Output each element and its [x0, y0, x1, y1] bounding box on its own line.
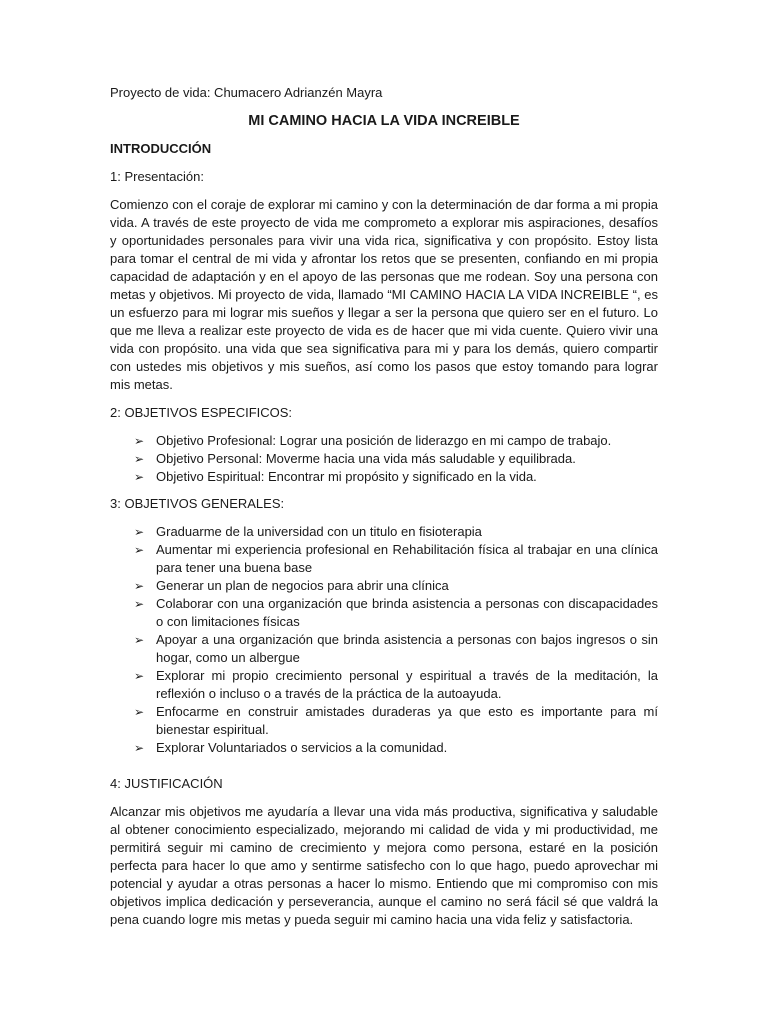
list-item: ➢ Objetivo Espiritual: Encontrar mi propósito y significado en la vida.: [134, 469, 537, 484]
document-title: MI CAMINO HACIA LA VIDA INCREIBLE: [248, 113, 520, 129]
arrow-bullet-icon: ➢: [134, 470, 145, 484]
intro-heading: INTRODUCCIÓN: [110, 141, 212, 156]
section-1-paragraph: Comienzo con el coraje de explorar mi camino y con la determinación de dar forma a mi propia vida. A través de este proyecto de vida me comprometo a explorar mis aspiraciones, desafíos y oportunidades personales para vivir una vida rica, significativa y con propósito. Estoy lista para tomar el central de mi vida y afrontar los retos que se presenten, confiando en mi propia capacidad de adaptación y en el apoyo de las personas que me rodean. Soy una persona con metas y objetivos. Mi proyecto de vida, llamado “MI CAMINO HACIA LA VIDA INCREIBLE “, es un esfuerzo para mi lograr mis sueños y llegar a ser la persona que quiero ser en el futuro. Lo que me lleva a realizar este proyecto de vida es de hacer que mi vida cuente. Quiero vivir una vida con propósito. una vida que sea significativa para mi y para los demás, quiero compartir con ustedes mis objetivos y mis sueños, así como los pasos que estoy tomando para lograr mis metas.: [110, 197, 658, 392]
section-1-heading: 1: Presentación:: [110, 169, 204, 184]
arrow-bullet-icon: ➢: [134, 525, 145, 539]
list-item: ➢ Aumentar mi experiencia profesional en Rehabilitación física al trabajar en una clínica para tener una buena base: [134, 542, 658, 575]
document-header: Proyecto de vida: Chumacero Adrianzén Mayra: [110, 85, 383, 100]
general-objectives-list: [110, 523, 658, 757]
arrow-bullet-icon: ➢: [134, 452, 145, 466]
list-item: ➢ Objetivo Personal: Moverme hacia una vida más saludable y equilibrada.: [134, 451, 576, 466]
document-page: [110, 84, 658, 939]
list-item: ➢ Colaborar con una organización que brinda asistencia a personas con discapacidades o con limitaciones físicas: [134, 596, 658, 629]
arrow-bullet-icon: ➢: [134, 741, 145, 755]
arrow-bullet-icon: ➢: [134, 597, 145, 611]
list-item: ➢ Objetivo Profesional: Lograr una posición de liderazgo en mi campo de trabajo.: [134, 433, 612, 448]
list-item: ➢ Explorar mi propio crecimiento personal y espiritual a través de la meditación, la reflexión o incluso o a través de la práctica de la autoayuda.: [134, 668, 658, 701]
specific-objectives-list: [110, 432, 658, 486]
arrow-bullet-icon: ➢: [134, 434, 145, 448]
arrow-bullet-icon: ➢: [134, 633, 145, 647]
section-4-heading: 4: JUSTIFICACIÓN: [110, 776, 223, 791]
list-item: ➢ Enfocarme en construir amistades duraderas ya que esto es importante para mí bienestar espiritual.: [134, 704, 658, 737]
section-2-heading: 2: OBJETIVOS ESPECIFICOS:: [110, 405, 293, 420]
arrow-bullet-icon: ➢: [134, 579, 145, 593]
section-4-paragraph: Alcanzar mis objetivos me ayudaría a llevar una vida más productiva, significativa y saludable al obtener conocimiento especializado, mejorando mi calidad de vida y mi productividad, me permitirá seguir mi camino de crecimiento y mejora como persona, estaré en la posición perfecta para hacer lo que amo y sentirme satisfecho con lo que hago, puedo aprovechar mi potencial y ayudar a otras personas a hacer lo mismo. Entiendo que mi compromiso con mis objetivos implica dedicación y perseverancia, aunque el camino no será fácil sé que valdrá la pena cuando logre mis metas y pueda seguir mi camino hacia una vida feliz y satisfactoria.: [110, 804, 658, 927]
list-item: ➢ Generar un plan de negocios para abrir una clínica: [134, 578, 449, 593]
arrow-bullet-icon: ➢: [134, 705, 145, 719]
arrow-bullet-icon: ➢: [134, 543, 145, 557]
list-item: ➢ Apoyar a una organización que brinda asistencia a personas con bajos ingresos o sin hogar, como un albergue: [134, 632, 658, 665]
arrow-bullet-icon: ➢: [134, 669, 145, 683]
list-item: ➢ Explorar Voluntariados o servicios a la comunidad.: [134, 740, 448, 755]
list-item: ➢ Graduarme de la universidad con un titulo en fisioterapia: [134, 524, 482, 539]
section-3-heading: 3: OBJETIVOS GENERALES:: [110, 496, 285, 511]
